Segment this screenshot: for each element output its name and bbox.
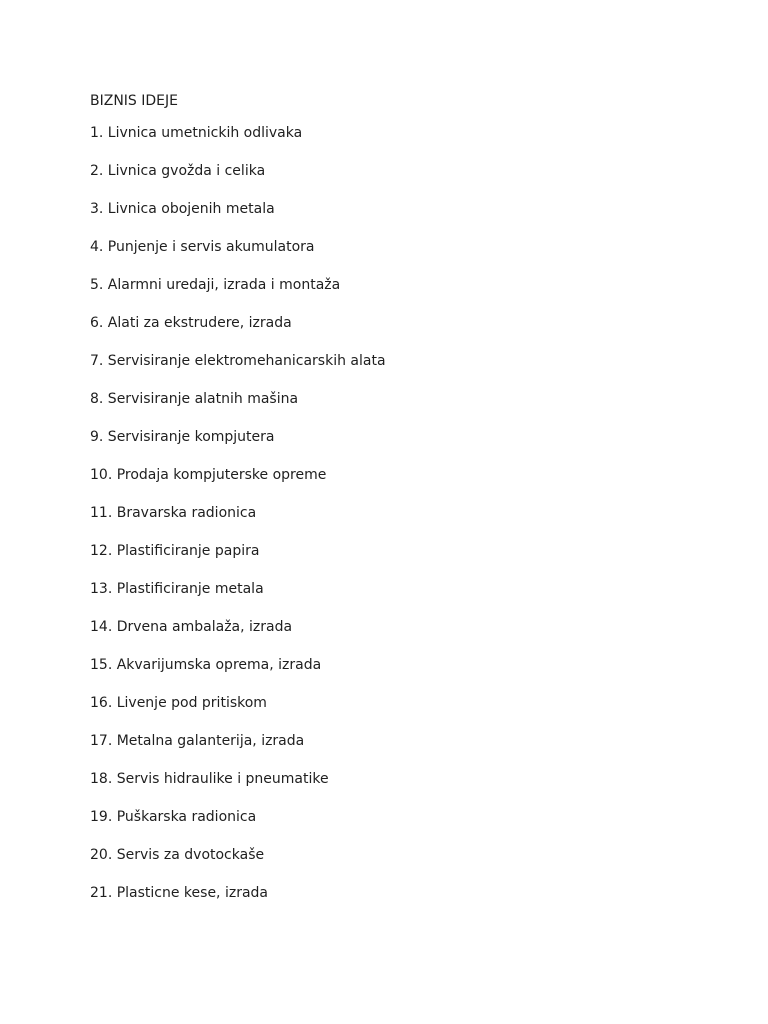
business-ideas-list <box>90 124 386 922</box>
list-item: 4. Punjenje i servis akumulatora <box>90 239 315 255</box>
list-item: 15. Akvarijumska oprema, izrada <box>90 657 322 673</box>
list-item: 1. Livnica umetnickih odlivaka <box>90 125 303 141</box>
list-item: 9. Servisiranje kompjutera <box>90 429 275 445</box>
list-item: 5. Alarmni uredaji, izrada i montaža <box>90 277 341 293</box>
list-item: 3. Livnica obojenih metala <box>90 201 275 217</box>
list-item: 10. Prodaja kompjuterske opreme <box>90 467 327 483</box>
list-item: 6. Alati za ekstrudere, izrada <box>90 315 292 331</box>
list-item: 17. Metalna galanterija, izrada <box>90 733 305 749</box>
list-item: 7. Servisiranje elektromehanicarskih alata <box>90 353 386 369</box>
list-item: 11. Bravarska radionica <box>90 505 257 521</box>
list-item: 16. Livenje pod pritiskom <box>90 695 267 711</box>
list-item: 21. Plasticne kese, izrada <box>90 885 269 901</box>
list-item: 19. Puškarska radionica <box>90 809 257 825</box>
document-title: BIZNIS IDEJE <box>90 93 178 109</box>
list-item: 18. Servis hidraulike i pneumatike <box>90 771 329 787</box>
list-item: 13. Plastificiranje metala <box>90 581 264 597</box>
list-item: 12. Plastificiranje papira <box>90 543 260 559</box>
list-item: 2. Livnica gvožda i celika <box>90 163 266 179</box>
list-item: 20. Servis za dvotockaše <box>90 847 265 863</box>
list-item: 8. Servisiranje alatnih mašina <box>90 391 299 407</box>
list-item: 14. Drvena ambalaža, izrada <box>90 619 293 635</box>
